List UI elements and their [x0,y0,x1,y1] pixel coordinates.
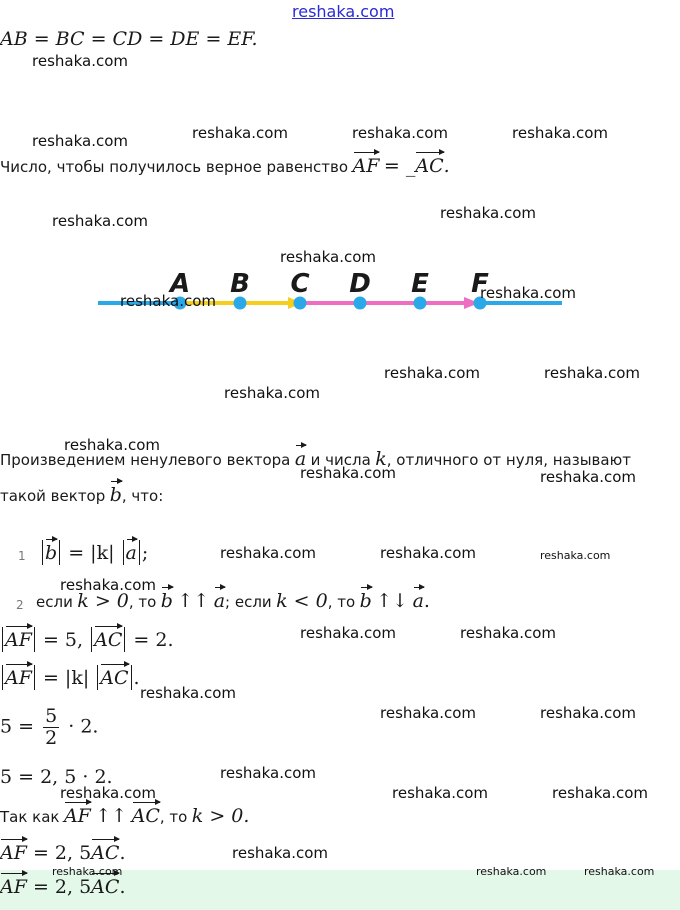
modules-line [0,627,174,652]
watermark: reshaka.com [120,292,216,310]
point-label-b: B [230,269,250,299]
watermark: reshaka.com [300,464,396,482]
task-prefix: Число, чтобы получилось верное равенство [0,158,349,176]
vector-b: b [109,484,122,506]
equal-segments-line: AB = BC = CD = DE = EF. [0,28,258,50]
point-label-a: A [169,269,191,299]
task-end: . [443,155,450,177]
denominator: 2 [45,726,58,749]
task-line [0,155,450,177]
watermark: reshaka.com [540,704,636,722]
since-line [0,805,249,827]
since-cond: k > 0. [191,805,250,827]
vector-af: AF [5,667,32,689]
relation-line [0,665,140,690]
vector-a: a [213,590,226,612]
vector-ac: AC [100,667,129,689]
item2-cond1: k > 0 [77,590,129,612]
vector-af: AF [352,155,380,177]
watermark: reshaka.com [512,124,608,142]
def-suffix: , отличного от нуля, называют [386,451,631,469]
watermark: reshaka.com [552,784,648,802]
def-mid: и числа [310,451,371,469]
since-then: , то [159,808,188,826]
def2-prefix: такой вектор [0,487,106,505]
vector-a: a [125,542,137,564]
calc-line-1 [0,706,98,749]
calc1-lhs: 5 = [0,715,35,738]
numerator: 5 [45,705,58,727]
def-prefix: Произведением ненулевого вектора [0,451,291,469]
watermark: reshaka.com [440,204,536,222]
vector-b: b [359,590,372,612]
res2-eq: = 2, 5 [32,876,92,898]
def2-suffix: , что: [121,487,164,505]
watermark: reshaka.com [352,124,448,142]
rel-end: . [133,667,140,689]
watermark: reshaka.com [584,865,655,878]
watermark: reshaka.com [480,284,576,302]
item2-cond2: k < 0 [276,590,328,612]
vector-ac: AC [415,155,444,177]
watermark: reshaka.com [392,784,488,802]
vector-a: a [412,590,424,612]
watermark: reshaka.com [544,364,640,382]
points-diagram [0,260,680,330]
res2-end: . [119,876,126,898]
item2-if: если [36,593,73,611]
point-label-c: C [290,269,310,299]
watermark: reshaka.com [60,576,156,594]
item1-eq: = |k| [68,542,115,564]
vector-af: AF [63,805,91,827]
watermark: reshaka.com [220,544,316,562]
watermark: reshaka.com [32,52,128,70]
vector-af: AF [0,842,27,864]
vector-ac: AC [91,876,120,898]
item2-end: . [423,590,430,612]
calc-line-2: 5 = 2, 5 · 2. [0,766,113,788]
watermark: reshaka.com [32,132,128,150]
since-prefix: Так как [0,808,60,826]
calc1-rhs: · 2. [68,715,99,738]
def-k: k [375,448,387,470]
watermark: reshaka.com [380,704,476,722]
item2-semicolon-if: ; если [225,593,272,611]
vector-af: AF [5,629,32,651]
mod-eq2: = 2. [133,629,174,651]
watermark: reshaka.com [52,212,148,230]
vector-b: b [45,542,58,564]
vector-ac: AC [94,629,123,651]
watermark: reshaka.com [220,764,316,782]
vector-ac: AC [131,805,160,827]
list-number-2: 2 [16,598,24,612]
item2-then: , то [128,593,157,611]
codirected-symbol: ↑↑ [95,805,128,827]
point-label-d: D [349,269,371,299]
vector-ac: AC [91,842,120,864]
watermark: reshaka.com [280,248,376,266]
list-item-1 [40,540,148,565]
res1-end: . [119,842,126,864]
task-eq: = _ [383,155,416,177]
watermark: reshaka.com [384,364,480,382]
watermark: reshaka.com [140,684,236,702]
watermark: reshaka.com [64,436,160,454]
definition-line-2 [0,484,163,506]
mod-eq1: = 5, [42,629,84,651]
site-link[interactable]: reshaka.com [292,2,395,21]
list-number-1: 1 [18,549,26,563]
watermark: reshaka.com [380,544,476,562]
watermark: reshaka.com [540,468,636,486]
watermark: reshaka.com [192,124,288,142]
res1-eq: = 2, 5 [32,842,92,864]
opposite-symbol: ↑↓ [376,590,409,612]
watermark: reshaka.com [60,784,156,802]
watermark: reshaka.com [300,624,396,642]
vector-b: b [160,590,173,612]
point-label-f: F [471,269,489,299]
watermark: reshaka.com [232,844,328,862]
fraction [43,706,59,749]
vector-a: a [294,448,307,470]
watermark: reshaka.com [52,865,123,878]
watermark: reshaka.com [460,624,556,642]
item2-then2: , то [327,593,356,611]
point-label-e: E [411,269,429,299]
item1-end: ; [141,542,149,564]
watermark: reshaka.com [224,384,320,402]
watermark: reshaka.com [476,865,547,878]
result-line-1 [0,842,125,864]
vector-af: AF [0,876,27,898]
codirected-symbol: ↑↑ [177,590,210,612]
answer-line [0,876,125,898]
rel-k: = |k| [42,667,90,689]
watermark: reshaka.com [540,549,611,562]
